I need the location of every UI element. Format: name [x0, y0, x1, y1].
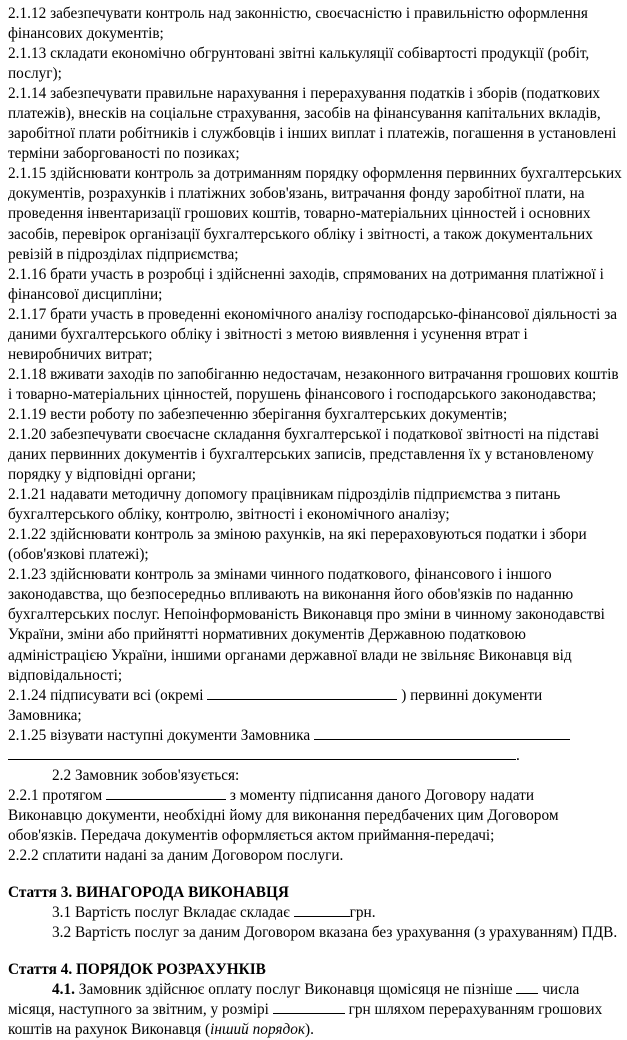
article-3-heading: Стаття 3. ВИНАГОРОДА ВИКОНАВЦЯ [8, 884, 289, 902]
text-line: 2.1.20 забезпечувати своєчасне складання бухгалтерської і податкової звітності на підставі [8, 425, 600, 443]
text-line: законодавства, що безпосередньо впливають на виконання його обов'язків по наданню [8, 586, 574, 604]
paragraph-text: коштів на рахунок Виконавця ( [8, 1021, 211, 1039]
item-2-1-13 [8, 44, 623, 84]
text-line: (обов'язкові платежі); [8, 546, 149, 564]
text-line: 2.1.21 надавати методичну допомогу працівникам підрозділів підприємства з питань [8, 486, 561, 504]
text-line: 2.1.15 здійснювати контроль за дотриманням порядку оформлення первинних бухгалтерських [8, 165, 622, 183]
text-line: ревізій в підрозділах підприємства; [8, 245, 239, 263]
text-line [8, 746, 623, 766]
item-2-1-21 [8, 485, 623, 525]
text-line [8, 1000, 623, 1020]
item-2-1-22 [8, 525, 623, 565]
text-line: терміни заборгованості по позиках; [8, 145, 240, 163]
text-line: фінансової дисципліни; [8, 285, 163, 303]
item-2-1-25 [8, 726, 623, 766]
text-line: Замовника; [8, 706, 82, 724]
text-line [8, 786, 623, 806]
text-line: України, зміни або прийнятті нормативних документів Державною податковою [8, 626, 526, 644]
text-line [8, 1020, 623, 1040]
text-line: Виконавцю документи, необхідні йому для виконання передбачених цим Договором [8, 806, 559, 824]
section-2-2-heading: 2.2 Замовник зобов'язується: [52, 766, 240, 784]
item-2-1-24 [8, 686, 623, 726]
item-2-1-15 [8, 164, 623, 264]
blank-field[interactable] [106, 787, 226, 800]
item-2-2-2: 2.2.2 сплатити надані за даним Договором послуги. [8, 846, 344, 864]
spacer [8, 866, 623, 883]
text-line: 2.1.18 вживати заходів по запобіганню недостачам, незаконного витрачання грошових коштів [8, 365, 619, 383]
text-line: і товарно-матеріальних цінностей, порушень фінансового і господарського законодавства; [8, 385, 597, 403]
blank-field[interactable] [273, 1001, 345, 1014]
blank-field[interactable] [314, 727, 570, 740]
item-2-1-14 [8, 84, 623, 164]
text-line: адміністрацією України, іншими органами державної влади не звільняє Виконавця від [8, 646, 572, 664]
paragraph-text: ). [305, 1021, 314, 1039]
paragraph-text: 3.1 Вартість послуг Вкладає складає [52, 904, 290, 922]
item-2-1-18 [8, 365, 623, 405]
text-line: послуг); [8, 65, 62, 83]
text-line: даними бухгалтерського обліку і звітності з метою виявлення і усунення втрат і [8, 325, 528, 343]
text-line: відповідальності; [8, 666, 123, 684]
text-line: бухгалтерських послуг. Непоінформованість Виконавця про зміни в чинному законодавстві [8, 606, 605, 624]
text-line: невиробничих витрат; [8, 345, 153, 363]
text-line: засобів, перевірок організації бухгалтерського обліку і звітності, а також документальних [8, 225, 593, 243]
spacer [8, 943, 623, 960]
text-line: даних первинних документів і бухгалтерських записів, представлення їх у встановленому [8, 446, 594, 464]
text-line: 2.1.19 вести роботу по забезпеченню зберігання бухгалтерських документів; [8, 405, 508, 423]
text-line [8, 686, 623, 706]
article-4-heading: Стаття 4. ПОРЯДОК РОЗРАХУНКІВ [8, 961, 266, 979]
paragraph-italic: інший порядок [210, 1021, 306, 1039]
text-line: заробітної плати робітників і службовців і інших виплат і платежів, погашення в установлені [8, 125, 617, 143]
paragraph-3-1 [8, 903, 623, 923]
paragraph-number: 4.1. [52, 981, 75, 999]
text-line [8, 980, 623, 1000]
paragraph-text: грн. [349, 904, 376, 922]
item-2-1-16 [8, 265, 623, 305]
text-line [8, 726, 623, 746]
item-text: . [516, 746, 520, 764]
text-line: обов'язків. Передача документів оформляється актом приймання-передачі; [8, 826, 495, 844]
item-text: ) первинні документи [401, 686, 543, 704]
text-line: 2.1.16 брати участь в розробці і здійсненні заходів, спрямованих на дотримання платіжної і [8, 265, 604, 283]
text-line: фінансових документів; [8, 25, 164, 43]
text-line: проведення інвентаризації грошових коштів, товарно-матеріальних цінностей і основних [8, 205, 591, 223]
text-line: платежів), внесків на соціальне страхування, засобів на фінансування капітальних вкладів, [8, 105, 601, 123]
item-2-1-17 [8, 305, 623, 365]
item-2-1-12 [8, 4, 623, 44]
text-line: 2.1.12 забезпечувати контроль над законністю, своєчасністю і правильністю оформлення [8, 5, 588, 22]
blank-field[interactable] [8, 747, 516, 760]
item-text: з моменту підписання даного Договору надати [229, 786, 535, 804]
blank-field[interactable] [207, 687, 397, 700]
text-line: 2.1.23 здійснювати контроль за змінами чинного податкового, фінансового і іншого [8, 566, 552, 584]
blank-field[interactable] [516, 981, 538, 994]
text-line: 2.1.13 складати економічно обгрунтовані звітні калькуляції собівартості продукції (робіт, [8, 45, 590, 63]
text-line: бухгалтерського обліку, контролю, звітності і економічного аналізу; [8, 506, 450, 524]
paragraph-text: місяця, наступного за звітним, у розмірі [8, 1001, 269, 1019]
text-line: 2.1.14 забезпечувати правильне нарахування і перерахування податків і зборів (податкових [8, 85, 601, 103]
text-line: 2.1.22 здійснювати контроль за зміною рахунків, на які перераховуються податки і збори [8, 526, 587, 544]
item-2-1-19 [8, 405, 623, 425]
item-text: 2.1.25 візувати наступні документи Замовника [8, 726, 311, 744]
item-2-1-23 [8, 565, 623, 685]
item-text: 2.1.24 підписувати всі (окремі [8, 686, 204, 704]
text-line: 2.1.17 брати участь в проведенні економічного аналізу господарсько-фінансової діяльності за [8, 305, 618, 323]
item-2-1-20 [8, 425, 623, 485]
paragraph-text: Замовник здійснює оплату послуг Виконавця щомісяця не пізніше [78, 981, 513, 999]
item-text: 2.2.1 протягом [8, 786, 103, 804]
paragraph-text: числа [542, 981, 580, 999]
text-line: документів, розрахунків і платіжних зобов'язань, витрачання фонду заробітної плати, на [8, 185, 585, 203]
paragraph-3-2: 3.2 Вартість послуг за даним Договором вказана без урахування (з урахуванням) ПДВ. [52, 924, 618, 942]
paragraph-text: грн шляхом перерахуванням грошових [348, 1001, 603, 1019]
paragraph-4-1 [8, 980, 623, 1040]
blank-field[interactable] [294, 904, 350, 917]
text-line: порядку у відповідні органи; [8, 466, 197, 484]
contract-document [8, 4, 623, 1040]
item-2-2-1 [8, 786, 623, 846]
